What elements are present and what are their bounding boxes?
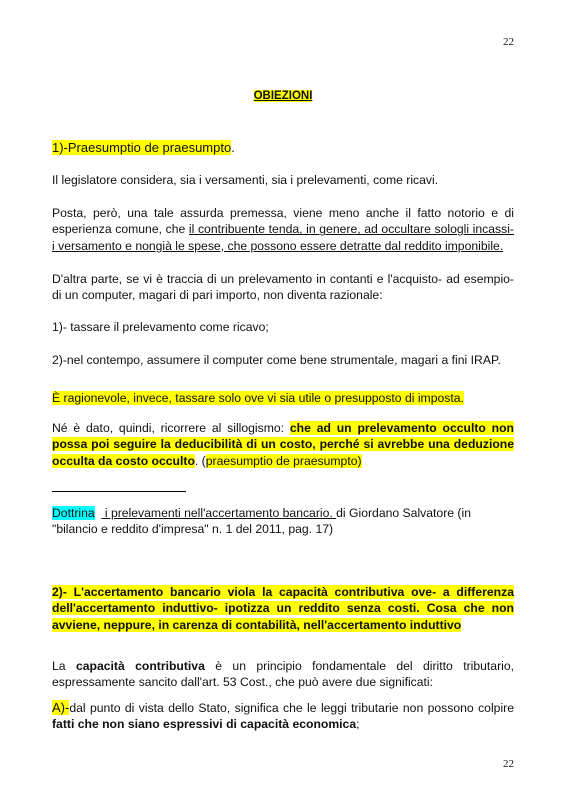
heading-1-prefix: 1)- xyxy=(52,140,68,155)
paragraph: Il legislatore considera, sia i versamenti, sia i prelevamenti, come ricavi. xyxy=(52,173,439,187)
page-number-bottom: 22 xyxy=(503,758,514,770)
footnote-title: i prelevamenti nell'accertamento bancario. xyxy=(101,506,337,520)
text-run: . ( xyxy=(194,453,206,468)
highlighted-text: praesumptio de praesumpto) xyxy=(205,453,362,468)
footnote-source: di Giordano Salvatore (in "bilancio e reddito d'impresa" n. 1 del 2011, pag. 17) xyxy=(52,506,471,537)
paragraph: 1)- tassare il prelevamento come ricavo; xyxy=(52,320,269,334)
section-title xyxy=(0,90,566,102)
paragraph: 2)-nel contempo, assumere il computer come bene strumentale, magari a fini IRAP. xyxy=(52,353,501,367)
text-run: è un principio fondamentale del diritto tributario, espressamente sancito dall'art. 53 Cost., che può avere due significati: xyxy=(52,659,515,690)
paragraph xyxy=(52,700,514,733)
heading-1-dot: . xyxy=(231,140,235,155)
title-text: OBIEZIONI xyxy=(253,90,313,102)
highlighted-text: È ragionevole, invece, tassare solo ove vi sia utile o presupposto di imposta. xyxy=(52,391,464,405)
heading-1 xyxy=(52,140,514,156)
underlined-text: il contribuente tenda, in genere, ad occultare sologli incassi- i versamento e nongià le spese, che possono essere detratte dal reddito imponibile. xyxy=(52,222,514,253)
heading-1-text: Praesumptio de praesumpto xyxy=(67,140,232,155)
paragraph xyxy=(52,658,514,691)
text-run: La xyxy=(52,659,76,673)
heading-2-text: 2)- L'accertamento bancario viola la capacità contributiva ove- a differenza dell'accertamento induttivo- ipotizza un reddito senza costi. Cosa che non avviene, neppure, in carenza di contabilità, nell'accertamento induttivo xyxy=(52,585,514,632)
paragraph xyxy=(52,420,514,469)
footnote xyxy=(52,505,514,538)
text-run: dal punto di vista dello Stato, significa che le leggi tributarie non possono colpire xyxy=(69,701,514,715)
highlighted-text: A)- xyxy=(52,700,70,715)
bold-text: capacità contributiva xyxy=(75,659,205,673)
text-run: Né è dato, quindi, ricorrere al sillogismo: xyxy=(52,421,290,435)
paragraph xyxy=(52,390,514,406)
page-number-top: 22 xyxy=(503,36,514,48)
paragraph xyxy=(52,205,514,254)
text-run: ; xyxy=(356,717,360,732)
highlighted-bold-text: che ad un prelevamento occulto non possa poi seguire la deducibilità di un costo, perché si avrebbe una deduzione occulta da costo occulto xyxy=(52,421,515,468)
footnote-separator xyxy=(52,491,186,492)
footnote-label: Dottrina xyxy=(52,506,95,520)
bold-text: fatti che non siano espressivi di capacità economica xyxy=(52,717,357,732)
text-run: Posta, però, una tale assurda premessa, viene meno anche il fatto notorio e di esperienza comune, che xyxy=(52,206,514,237)
heading-2 xyxy=(52,584,514,633)
paragraph: D'altra parte, se vi è traccia di un prelevamento in contanti e l'acquisto- ad esempio- di un computer, magari di pari importo, non diventa razionale: xyxy=(52,272,514,303)
